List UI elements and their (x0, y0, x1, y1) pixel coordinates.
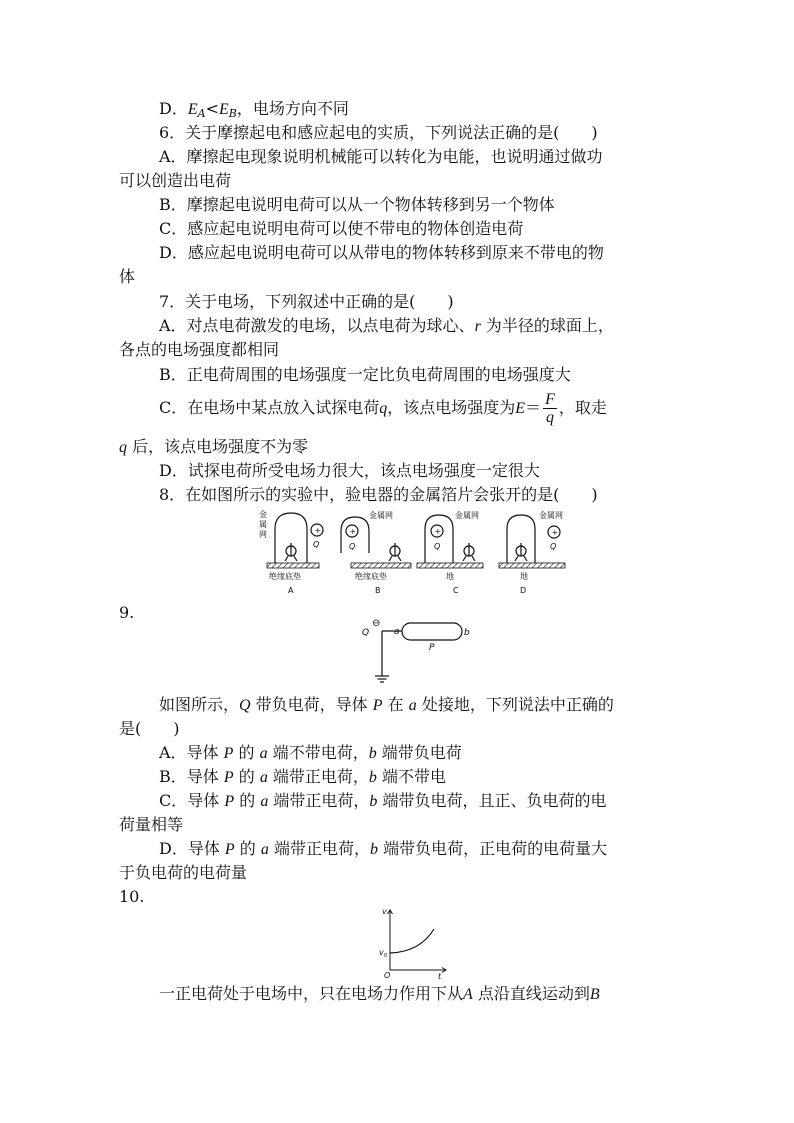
q10-stem: 一正电荷处于电场中，只在电场力作用下从A 点沿直线运动到B (159, 984, 600, 1003)
figure-letter-b: B (375, 586, 381, 595)
v-axis-label: v (382, 907, 387, 916)
q7-option-a-cont: 各点的电场强度都相同 (119, 340, 280, 359)
q6-option-b: B．摩擦起电说明电荷可以从一个物体转移到另一个物体 (159, 195, 555, 214)
v0-label: v (379, 948, 384, 957)
base-b (351, 563, 411, 568)
charge-label-b: Q (349, 542, 356, 551)
q7-option-a: A．对点电荷激发的电场，以点电荷为球心、r 为半径的球面上， (159, 316, 614, 335)
conductor-figure (358, 618, 478, 690)
mesh-label-d: 金属网 (539, 511, 563, 520)
charge-negative-sign: ⊖ (372, 618, 381, 629)
base-label-b: 绝缘底垫 (355, 572, 387, 581)
t-axis-label: t (438, 972, 442, 980)
q7-option-c: C．在电场中某点放入试探电荷q，该点电场强度为E＝ $\frac{F}{q}$ ，取走 (159, 391, 607, 426)
q9-option-a: A．导体 P 的 a 端不带电荷，b 端带负电荷 (159, 743, 462, 762)
q7-option-b: B．正电荷周围的电场强度一定比负电荷周围的电场强度大 (159, 365, 571, 384)
q9-option-c-cont: 荷量相等 (119, 815, 184, 834)
velocity-time-graph (376, 904, 450, 980)
base-label-c: 地 (446, 572, 454, 581)
charge-sign-a: + (314, 526, 322, 535)
mesh-label-c: 金属网 (455, 511, 479, 520)
end-b-label: b (464, 628, 470, 638)
base-c (417, 563, 483, 568)
charge-q-label: Q (362, 628, 370, 638)
q6-stem: 6．关于摩擦起电和感应起电的实质，下列说法正确的是( ) (159, 123, 598, 142)
conductor-p (402, 623, 462, 640)
end-a-label: a (394, 627, 400, 637)
q5-option-d: D．$E_A<E_B$，电场方向不同 (159, 99, 349, 120)
velocity-curve (390, 929, 434, 953)
q7-option-c-cont: q 后，该点电场强度不为零 (119, 437, 309, 456)
figure-letter-c: C (453, 586, 459, 595)
mesh-label-a-2: 属 (259, 520, 267, 529)
v0-subscript: 0 (384, 953, 388, 959)
mesh-label-a-1: 金 (259, 510, 267, 519)
q6-option-d-cont: 体 (119, 267, 136, 286)
q6-option-a: A．摩擦起电现象说明机械能可以转化为电能，也说明通过做功 (159, 147, 603, 166)
base-label-d: 地 (520, 572, 528, 581)
figure-letter-a: A (288, 586, 294, 595)
q9-stem: 如图所示，Q 带负电荷，导体 P 在 a 处接地，下列说法中正确的 (159, 695, 614, 714)
q9-option-d: D．导体 P 的 a 端带正电荷，b 端带负电荷，正电荷的电荷量大 (159, 839, 608, 858)
metal-mesh-c (425, 515, 453, 563)
base-a (267, 563, 319, 568)
origin-label: O (384, 971, 391, 980)
q9-stem-cont: 是( ) (119, 719, 180, 738)
charge-label-d: Q (550, 542, 557, 551)
q9-option-d-cont: 于负电荷的电荷量 (119, 863, 248, 882)
mesh-label-a-3: 网 (259, 530, 267, 539)
charge-label-c: Q (434, 542, 441, 551)
q9-option-c: C．导体 P 的 a 端带正电荷，b 端带负电荷，且正、负电荷的电 (159, 791, 607, 810)
q9-number: 9. (119, 603, 135, 622)
electroscope-figure (255, 505, 575, 597)
charge-sign-d: + (551, 528, 559, 537)
field-formula-fraction: $\frac{F}{q}$ (545, 391, 555, 426)
base-d (499, 563, 565, 568)
charge-sign-c: + (434, 527, 442, 536)
q6-option-d: D．感应起电说明电荷可以从带电的物体转移到原来不带电的物 (159, 243, 604, 262)
q9-option-b: B．导体 P 的 a 端带正电荷，b 端不带电 (159, 767, 447, 786)
q10-number: 10. (119, 887, 145, 906)
q6-option-c: C．感应起电说明电荷可以使不带电的物体创造电荷 (159, 219, 524, 238)
q7-stem: 7．关于电场，下列叙述中正确的是( ) (159, 292, 454, 311)
q7-option-d: D．试探电荷所受电场力很大，该点电场强度一定很大 (159, 461, 540, 480)
mesh-label-b: 金属网 (369, 511, 393, 520)
charge-label-a: Q (313, 540, 320, 549)
charge-sign-b: + (349, 527, 357, 536)
q8-stem: 8．在如图所示的实验中，验电器的金属箔片会张开的是( ) (159, 485, 598, 504)
q6-option-a-cont: 可以创造出电荷 (119, 171, 232, 190)
base-label-a: 绝缘底垫 (269, 572, 301, 581)
conductor-p-label: P (429, 643, 435, 653)
figure-letter-d: D (520, 586, 527, 595)
